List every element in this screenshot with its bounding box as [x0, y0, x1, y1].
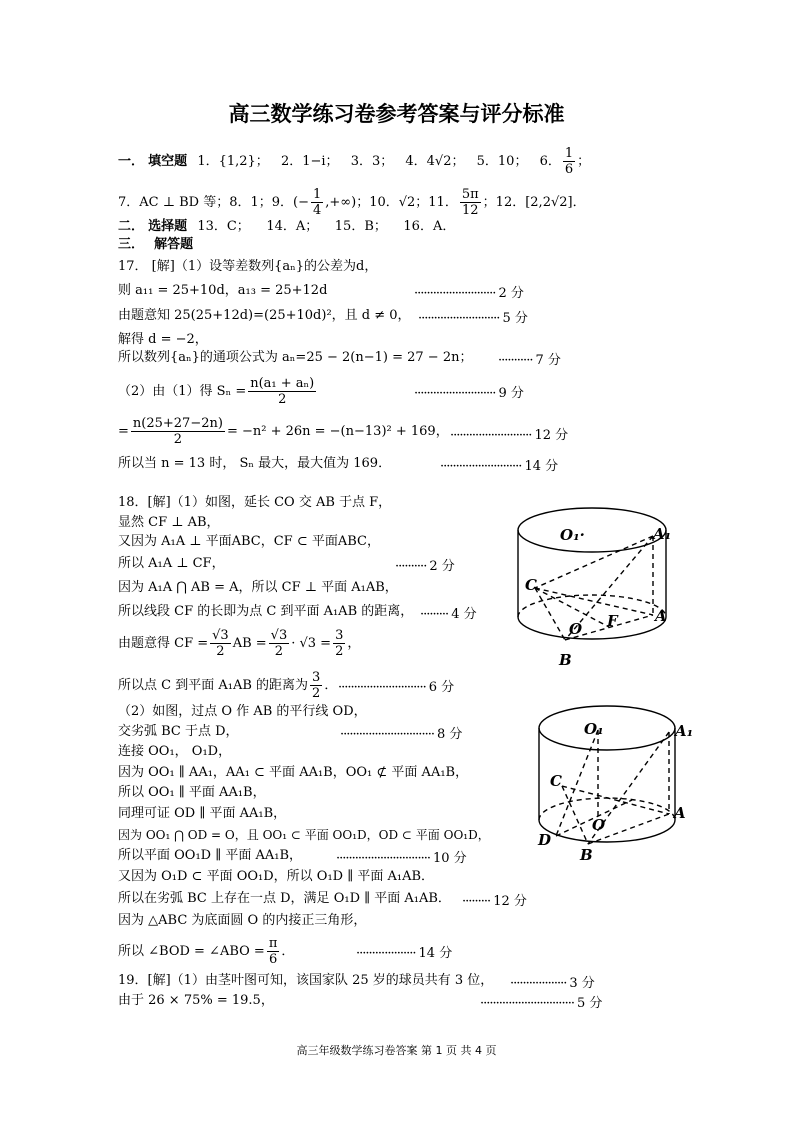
- p17-score-1: ·························· 2 分: [414, 286, 524, 301]
- p18-line-5: 因为 A₁A ⋂ AB = A，所以 CF ⊥ 平面 A₁AB，: [118, 580, 398, 595]
- p17-l7-num: n(25+27−2n): [132, 416, 223, 431]
- p18-l7-frac-3: [333, 628, 345, 659]
- p17-score-4-text: 9 分: [498, 386, 524, 401]
- p18-line-16: 所以平面 OO₁D ∥ 平面 AA₁B，: [118, 848, 303, 863]
- answers-9-11: ,+∞)；10．√2；11．: [325, 195, 458, 210]
- p17-line-7: [118, 416, 449, 447]
- answer-6-suffix: ；: [577, 154, 591, 169]
- p17-sn-den: 2: [278, 392, 287, 407]
- p18-score-1: ·········· 2 分: [395, 559, 455, 574]
- p18-l8-suffix: ．: [324, 678, 338, 693]
- fig2-label-o: O: [592, 816, 606, 834]
- p18-line-19: 因为 △ABC 为底面圆 O 的内接正三角形，: [118, 913, 367, 928]
- answer-11-den: 12: [461, 203, 479, 218]
- p18-line-15: 因为 OO₁ ⋂ OD = O，且 OO₁ ⊂ 平面 OO₁D，OD ⊂ 平面 OO₁D，: [118, 828, 490, 842]
- section-2-label: 二．: [118, 219, 145, 234]
- p18-score-4-text: 8 分: [436, 727, 463, 742]
- p17-line-2: 则 a₁₁ = 25+10d，a₁₃ = 25+12d: [118, 283, 328, 298]
- p18-line-18: 所以在劣弧 BC 上存在一点 D，满足 O₁D ∥ 平面 A₁AB．: [118, 891, 451, 906]
- answer-11-num: 5π: [461, 187, 479, 202]
- p17-score-5-text: 12 分: [534, 428, 569, 443]
- p18-score-4: ······························ 8 分: [340, 727, 463, 742]
- answer-3: 3．3；: [350, 154, 394, 169]
- section-2-name: 选择题: [148, 219, 188, 234]
- section-1-name: 填空题: [148, 154, 188, 169]
- p18-score-3-text: 6 分: [428, 680, 455, 695]
- fig2-label-o1: O₁: [584, 720, 604, 738]
- page-title: 高三数学练习卷参考答案与评分标准: [228, 102, 565, 126]
- p18-line-6: 所以线段 CF 的长即为点 C 到平面 A₁AB 的距离，: [118, 604, 414, 619]
- p17-line-8: 所以当 n = 13 时， Sₙ 最大，最大值为 169．: [118, 456, 392, 471]
- p18-l8-den: 2: [312, 686, 321, 701]
- fig1-label-a: A: [655, 607, 667, 625]
- fig1-label-f: F: [607, 612, 618, 630]
- p17-l7-fraction: [131, 416, 225, 447]
- p18-l20-num: π: [268, 936, 278, 951]
- fig2-label-b: B: [580, 846, 593, 864]
- p17-l7-suffix: = −n² + 26n = −(n−13)² + 169，: [226, 424, 449, 439]
- answer-5: 5．10；: [476, 154, 528, 169]
- p18-l20-prefix: 所以 ∠BOD = ∠ABO =: [118, 944, 265, 959]
- answer-4: 4．4√2；: [405, 154, 465, 169]
- fig1-label-o1: O₁·: [560, 526, 585, 544]
- answer-12: ；12．[2,2√2]．: [482, 195, 586, 210]
- p17-score-4: ·························· 9 分: [414, 386, 524, 401]
- p18-line-17: 又因为 O₁D ⊂ 平面 OO₁D，所以 O₁D ∥ 平面 A₁AB．: [118, 869, 435, 884]
- p18-score-5: ······························ 10 分: [336, 851, 467, 866]
- p18-score-2: ········· 4 分: [420, 607, 477, 622]
- p19-score-1: ·················· 3 分: [510, 976, 595, 991]
- p18-l7-f2-num: √3: [270, 628, 288, 643]
- answer-1: 1．{1,2}；: [197, 154, 269, 169]
- p17-line-3: 由题意知 25(25+12d)=(25+10d)²，且 d ≠ 0，: [118, 308, 411, 323]
- fig2-label-c: C: [550, 772, 562, 790]
- p18-l8-fraction: [310, 670, 322, 701]
- cylinder-figure-1: [505, 492, 685, 672]
- p18-line-10: 交劣弧 BC 于点 D，: [118, 724, 239, 739]
- p17-score-6: ·························· 14 分: [440, 459, 559, 474]
- p18-line-7: [118, 628, 360, 659]
- p17-line-5: 所以数列{aₙ}的通项公式为 aₙ=25 − 2(n−1) = 27 − 2n；: [118, 350, 473, 365]
- p18-score-3: ···························· 6 分: [338, 680, 455, 695]
- p17-line-1: 17． [解]（1）设等差数列{aₙ}的公差为d，: [118, 259, 378, 274]
- p17-sn-fraction: [248, 376, 316, 407]
- p18-l7-f3-den: 2: [335, 644, 344, 659]
- p17-score-3-text: 7 分: [535, 353, 561, 368]
- p19-score-1-text: 3 分: [569, 976, 595, 991]
- fig1-label-a1: A₁: [653, 525, 672, 543]
- answer-6-fraction: [563, 146, 575, 177]
- p18-line-4: 所以 A₁A ⊥ CF，: [118, 556, 225, 571]
- section-3-label: 三．: [118, 237, 145, 252]
- section-3-heading: [118, 236, 193, 254]
- answer-11-fraction: [460, 187, 481, 218]
- p18-l7-mid: AB =: [232, 636, 267, 651]
- page-footer: 高三年级数学练习卷答案 第 1 页 共 4 页: [296, 1044, 497, 1057]
- p19-score-2: ······························ 5 分: [480, 996, 603, 1011]
- answer-6-prefix: 6．: [539, 154, 561, 169]
- p18-line-9: （2）如图，过点 O 作 AB 的平行线 OD，: [118, 704, 367, 719]
- p17-score-2-text: 5 分: [502, 311, 528, 326]
- p18-score-6: ········· 12 分: [462, 894, 527, 909]
- p17-l6-prefix: （2）由（1）得 Sₙ =: [118, 384, 247, 399]
- p18-line-13: 所以 OO₁ ∥ 平面 AA₁B，: [118, 785, 266, 800]
- fill-blank-line-1: [118, 146, 590, 177]
- p18-l7-f3-num: 3: [335, 628, 344, 643]
- p18-score-7-text: 14 分: [418, 946, 453, 961]
- answer-9-fraction: [311, 187, 323, 218]
- p17-sn-num: n(a₁ + aₙ): [250, 376, 315, 391]
- section-1-label: 一．: [118, 154, 145, 169]
- fig1-label-o: O: [569, 620, 583, 638]
- p17-score-3: ··········· 7 分: [498, 353, 561, 368]
- p17-line-4: 解得 d = −2，: [118, 332, 208, 347]
- p18-l7-suffix: ，: [347, 636, 361, 651]
- p19-line-1: 19．[解]（1）由茎叶图可知，该国家队 25 岁的球员共有 3 位，: [118, 973, 494, 988]
- p17-score-1-text: 2 分: [498, 286, 524, 301]
- p18-l20-den: 6: [268, 952, 278, 967]
- p18-l8-num: 3: [312, 670, 321, 685]
- p18-line-1: 18．[解]（1）如图，延长 CO 交 AB 于点 F，: [118, 495, 392, 510]
- p19-score-2-text: 5 分: [576, 996, 603, 1011]
- p18-l20-suffix: ．: [281, 944, 295, 959]
- p17-score-5: ·························· 12 分: [450, 428, 569, 443]
- answer-2: 2．1−i；: [280, 154, 339, 169]
- p17-l7-den: 2: [173, 432, 183, 447]
- p18-l7-f1-den: 2: [216, 644, 225, 659]
- answer-9-num: 1: [312, 187, 322, 202]
- p18-l20-fraction: [267, 936, 280, 967]
- fig2-label-a1: A₁: [675, 722, 694, 740]
- p17-l7-prefix: =: [118, 424, 129, 439]
- cylinder-figure-2: [532, 700, 702, 870]
- p18-line-12: 因为 OO₁ ∥ AA₁，AA₁ ⊂ 平面 AA₁B，OO₁ ⊄ 平面 AA₁B，: [118, 765, 469, 780]
- p18-l7-frac-1: [210, 628, 231, 659]
- answer-6-num: 1: [564, 146, 574, 161]
- answers-7-9: 7．AC ⊥ BD 等；8．1；9．(−: [118, 195, 309, 210]
- choice-answers: 13．C； 14．A； 15．B； 16．A．: [197, 219, 456, 234]
- p18-l7-prefix: 由题意得 CF =: [118, 636, 209, 651]
- answer-9-den: 4: [312, 203, 322, 218]
- p17-score-2: ·························· 5 分: [418, 311, 528, 326]
- p18-l7-frac-2: [269, 628, 290, 659]
- fig2-label-d: D: [538, 831, 552, 849]
- p18-l7-f2-den: 2: [274, 644, 284, 659]
- p18-score-5-text: 10 分: [432, 851, 467, 866]
- fig1-label-b: B: [559, 651, 572, 669]
- p18-line-20: [118, 936, 294, 967]
- section-3-name: 解答题: [154, 237, 194, 252]
- fill-blank-line-2: [118, 187, 586, 218]
- p18-score-1-text: 2 分: [429, 559, 455, 574]
- fig1-label-c: C: [525, 576, 537, 594]
- p18-score-6-text: 12 分: [493, 894, 527, 909]
- p18-line-8: [118, 670, 337, 701]
- p18-line-11: 连接 OO₁， O₁D，: [118, 744, 232, 759]
- p18-l7-mid2: · √3 =: [291, 636, 332, 651]
- answer-6-den: 6: [564, 162, 574, 177]
- p19-line-2: 由于 26 × 75% = 19.5，: [118, 993, 274, 1008]
- p18-line-2: 显然 CF ⊥ AB，: [118, 515, 220, 530]
- fig2-label-a: A: [674, 804, 686, 822]
- p18-l7-f1-num: √3: [212, 628, 229, 643]
- p17-score-6-text: 14 分: [524, 459, 559, 474]
- p18-score-7: ··················· 14 分: [356, 946, 453, 961]
- choice-line: [118, 218, 455, 236]
- p18-score-2-text: 4 分: [451, 607, 477, 622]
- p18-line-14: 同理可证 OD ∥ 平面 AA₁B，: [118, 806, 287, 821]
- p18-line-3: 又因为 A₁A ⊥ 平面ABC，CF ⊂ 平面ABC，: [118, 534, 380, 549]
- p17-line-6: [118, 376, 318, 407]
- p18-l8-prefix: 所以点 C 到平面 A₁AB 的距离为: [118, 678, 309, 693]
